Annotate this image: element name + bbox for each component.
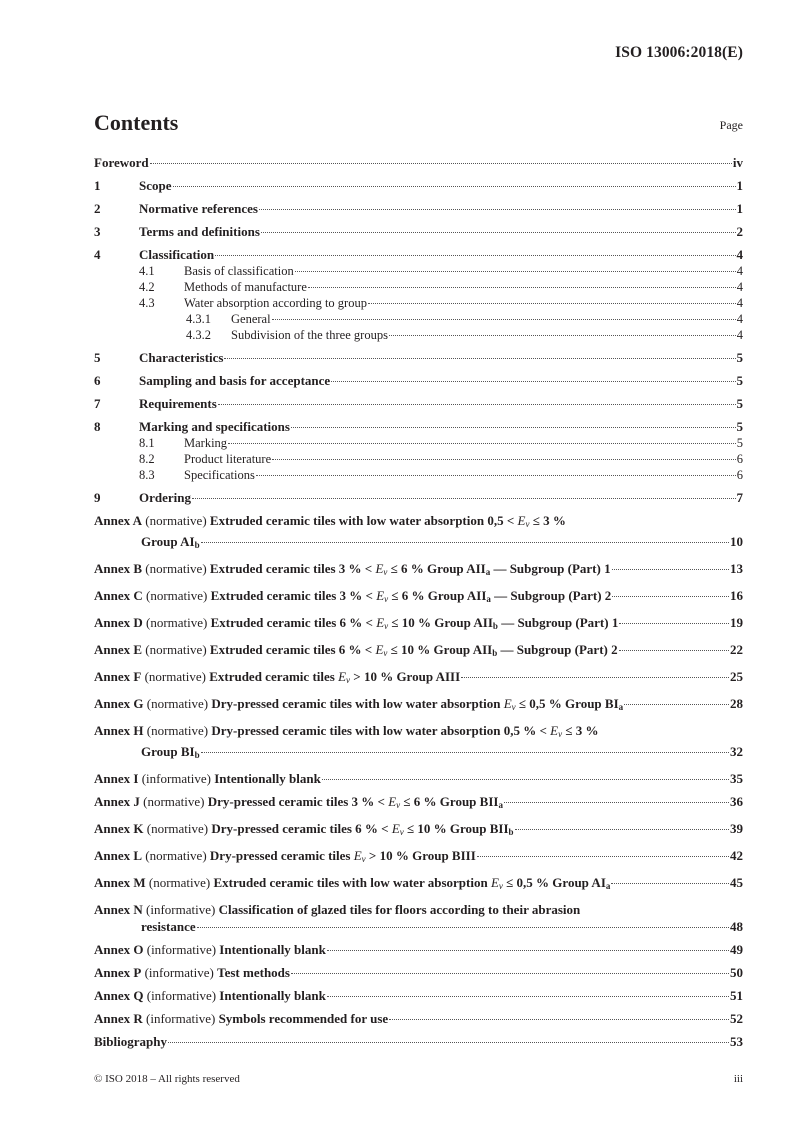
dot-leader	[389, 1019, 729, 1020]
annex-label[interactable]: Annex C	[94, 588, 143, 603]
ev-symbol: E	[490, 875, 499, 890]
annex-title[interactable]: Extruded ceramic tiles 3 % <	[210, 588, 377, 603]
annex-label[interactable]: Annex G	[94, 696, 144, 711]
toc-entry[interactable]	[94, 200, 743, 217]
annex-type: (normative)	[145, 848, 207, 863]
annex-label[interactable]: Annex H	[94, 723, 144, 738]
annex-text	[94, 964, 290, 981]
annex-label[interactable]: Annex D	[94, 615, 143, 630]
section-number: 5	[94, 350, 101, 365]
page-number[interactable]: 19	[730, 615, 743, 630]
page-number[interactable]: 32	[730, 744, 743, 759]
dot-leader	[619, 623, 729, 624]
annex-text	[94, 770, 321, 787]
page-number[interactable]: 6	[736, 468, 743, 482]
annex-text	[94, 820, 514, 841]
dot-leader	[295, 271, 736, 272]
section-number: 4.3.2	[186, 328, 211, 342]
page-number[interactable]: 51	[730, 988, 743, 1003]
page-number[interactable]: 25	[730, 669, 743, 684]
group-subscript: b	[194, 540, 200, 550]
dot-leader	[331, 381, 735, 382]
section-title[interactable]: Methods of manufacture	[184, 280, 307, 294]
page-number[interactable]: 48	[730, 919, 743, 934]
toc-entry[interactable]	[94, 349, 743, 366]
page-number[interactable]: 4	[736, 247, 743, 262]
section-number: 1	[94, 178, 101, 193]
annex-title-cont[interactable]: ≤ 0,5 % Group BI	[515, 696, 619, 711]
annex-title[interactable]: Test methods	[217, 965, 290, 980]
group-subscript: a	[485, 567, 491, 577]
dot-leader	[308, 287, 736, 288]
annex-title-cont[interactable]: ≤ 6 % Group AII	[388, 588, 487, 603]
annex-line-1	[94, 901, 743, 918]
page-number[interactable]: 22	[730, 642, 743, 657]
page-column-label: Page	[719, 118, 743, 132]
annex-type: (normative)	[146, 821, 209, 836]
section-title[interactable]: Characteristics	[139, 350, 224, 365]
annex-label[interactable]: Annex Q	[94, 988, 144, 1003]
annex-label[interactable]: Annex M	[94, 875, 146, 890]
dot-leader	[322, 779, 729, 780]
toc-annex-entry[interactable]	[94, 941, 743, 958]
section-title[interactable]: Normative references	[139, 201, 258, 216]
annex-type: (normative)	[146, 696, 209, 711]
bibliography-title[interactable]: Bibliography	[94, 1034, 167, 1049]
ev-symbol: E	[550, 723, 559, 738]
dot-leader	[192, 498, 736, 499]
toc-annex-entry[interactable]	[94, 901, 743, 935]
section-title[interactable]: Foreword	[94, 155, 149, 170]
annex-title-cont[interactable]: ≤ 0,5 % Group AI	[502, 875, 606, 890]
annex-label[interactable]: Annex R	[94, 1011, 143, 1026]
group-subscript: b	[492, 621, 498, 631]
toc-entry[interactable]	[94, 246, 743, 263]
annex-type: (normative)	[145, 561, 207, 576]
ev-symbol: E	[375, 642, 384, 657]
toc-entry[interactable]	[94, 263, 743, 279]
dot-leader	[228, 443, 736, 444]
annex-group[interactable]	[141, 918, 196, 935]
page-number[interactable]: 13	[730, 561, 743, 576]
page-number[interactable]: 5	[736, 396, 743, 411]
ev-subscript: v	[346, 675, 351, 685]
annex-type: (normative)	[143, 794, 205, 809]
ev-symbol: E	[388, 794, 397, 809]
annex-title[interactable]: Extruded ceramic tiles with low water absorption	[213, 875, 491, 890]
section-title[interactable]: Marking	[184, 436, 228, 450]
annex-title[interactable]: Dry-pressed ceramic tiles with low water absorption	[211, 696, 504, 711]
toc-entry[interactable]	[94, 418, 743, 435]
page-number[interactable]: 53	[730, 1034, 743, 1049]
annex-line-2	[94, 533, 743, 554]
annex-text	[94, 874, 610, 895]
group-subscript: a	[605, 881, 611, 891]
document-id: ISO 13006:2018(E)	[615, 44, 743, 61]
annex-subgroup[interactable]: — Subgroup (Part) 2	[490, 588, 612, 603]
annex-text	[94, 641, 618, 662]
annex-title[interactable]: Dry-pressed ceramic tiles 6 % <	[211, 821, 392, 836]
toc-entry[interactable]	[94, 372, 743, 389]
section-title[interactable]: Classification	[139, 247, 215, 262]
table-of-contents	[94, 154, 743, 1050]
toc-annex-entry[interactable]	[94, 820, 743, 841]
page-number[interactable]: 45	[730, 875, 743, 890]
annex-type: (normative)	[146, 723, 209, 738]
annex-label[interactable]: Annex A	[94, 513, 143, 528]
dot-leader	[261, 232, 736, 233]
toc-annex-entry[interactable]	[94, 964, 743, 981]
annex-title[interactable]: Extruded ceramic tiles 6 % <	[210, 615, 377, 630]
annex-title[interactable]: Extruded ceramic tiles with low water absorption 0,5 <	[209, 513, 518, 528]
toc-annex-entry[interactable]	[94, 722, 743, 764]
annex-line-1	[94, 722, 743, 743]
toc-annex-entry[interactable]	[94, 793, 743, 814]
ev-subscript: v	[383, 567, 388, 577]
toc-entry[interactable]	[94, 327, 743, 343]
annex-title-cont[interactable]: > 10 % Group AIII	[350, 669, 461, 684]
page-number[interactable]: 4	[736, 280, 743, 294]
group-subscript: b	[492, 648, 498, 658]
annex-type: (normative)	[144, 669, 206, 684]
annex-title[interactable]: Dry-pressed ceramic tiles with low water absorption 0,5 % <	[211, 723, 551, 738]
dot-leader	[201, 752, 729, 753]
page-number[interactable]: 1	[736, 201, 743, 216]
annex-title[interactable]: Extruded ceramic tiles 3 % <	[209, 561, 376, 576]
toc-annex-entry[interactable]	[94, 1010, 743, 1027]
ev-subscript: v	[498, 881, 503, 891]
section-title[interactable]: Requirements	[139, 396, 217, 411]
footer-page-number: iii	[733, 1073, 743, 1085]
toc-annex-entry[interactable]	[94, 587, 743, 608]
dot-leader	[619, 650, 729, 651]
toc-annex-entry[interactable]	[94, 874, 743, 895]
ev-subscript: v	[558, 729, 563, 739]
toc-annex-entry[interactable]	[94, 668, 743, 689]
toc-annex-entry[interactable]	[94, 512, 743, 554]
section-number: 6	[94, 373, 101, 388]
page-number[interactable]: 39	[730, 821, 743, 836]
annex-title[interactable]: Intentionally blank	[214, 771, 321, 786]
ev-subscript: v	[396, 800, 401, 810]
page-number[interactable]: 42	[730, 848, 743, 863]
annex-title[interactable]: Intentionally blank	[219, 988, 326, 1003]
toc-entry[interactable]	[94, 177, 743, 194]
dot-leader	[150, 163, 732, 164]
group-subscript: a	[486, 594, 491, 604]
section-title[interactable]: Basis of classification	[184, 264, 294, 278]
section-number: 2	[94, 201, 101, 216]
section-title[interactable]: Water absorption according to group	[184, 296, 367, 310]
annex-type: (normative)	[146, 588, 208, 603]
toc-annex-entry[interactable]	[94, 695, 743, 716]
annex-title-cont[interactable]: ≤ 10 % Group AII	[388, 615, 493, 630]
dot-leader	[259, 209, 736, 210]
annex-text	[94, 847, 476, 868]
ev-symbol: E	[376, 615, 385, 630]
page-number[interactable]: 35	[730, 771, 743, 786]
footer-copyright: © ISO 2018 – All rights reserved	[94, 1073, 240, 1085]
dot-leader	[173, 186, 736, 187]
annex-title-cont[interactable]: ≤ 10 % Group BII	[403, 821, 509, 836]
toc-entry[interactable]	[94, 435, 743, 451]
annex-label[interactable]: Annex E	[94, 642, 143, 657]
ev-symbol: E	[353, 848, 362, 863]
annex-text	[94, 695, 623, 716]
dot-leader	[291, 973, 729, 974]
dot-leader	[515, 829, 729, 830]
annex-title[interactable]: Extruded ceramic tiles	[209, 669, 339, 684]
group-subscript: b	[508, 827, 514, 837]
page-number[interactable]: 5	[736, 373, 743, 388]
dot-leader	[197, 927, 729, 928]
group-subscript: a	[498, 800, 503, 810]
annex-text	[94, 793, 503, 814]
annex-title-cont[interactable]: ≤ 6 % Group AII	[387, 561, 486, 576]
dot-leader	[461, 677, 729, 678]
annex-group[interactable]	[141, 743, 200, 764]
annex-title[interactable]: Symbols recommended for use	[218, 1011, 389, 1026]
dot-leader	[168, 1042, 729, 1043]
ev-symbol: E	[338, 669, 347, 684]
toc-entry[interactable]	[94, 467, 743, 483]
dot-leader	[612, 569, 729, 570]
annex-text	[94, 560, 611, 581]
annex-text	[94, 614, 618, 635]
page-number[interactable]: 5	[736, 350, 743, 365]
page-number[interactable]: 50	[730, 965, 743, 980]
page-number[interactable]: 2	[736, 224, 743, 239]
section-number: 8.3	[139, 468, 155, 482]
annex-text	[94, 987, 326, 1004]
toc-annex-entry[interactable]	[94, 641, 743, 662]
annex-type: (informative)	[144, 965, 214, 980]
dot-leader	[215, 255, 735, 256]
annex-group-text: resistance	[141, 919, 196, 934]
page-number[interactable]: 4	[736, 264, 743, 278]
page-number[interactable]: iv	[732, 155, 743, 170]
annex-title[interactable]: Classification of glazed tiles for floors according to their abrasion	[218, 902, 581, 917]
page-number[interactable]: 5	[736, 436, 743, 450]
dot-leader	[327, 950, 729, 951]
dot-leader	[272, 459, 736, 460]
dot-leader	[389, 335, 736, 336]
dot-leader	[256, 475, 736, 476]
page-number[interactable]: 6	[736, 452, 743, 466]
annex-type: (normative)	[145, 642, 207, 657]
section-number: 4.3.1	[186, 312, 211, 326]
section-number: 4.1	[139, 264, 155, 278]
dot-leader	[368, 303, 736, 304]
dot-leader	[612, 596, 729, 597]
annex-title[interactable]: Dry-pressed ceramic tiles	[209, 848, 354, 863]
ev-subscript: v	[361, 854, 366, 864]
annex-subgroup[interactable]: — Subgroup (Part) 1	[497, 615, 619, 630]
toc-annex-entry[interactable]	[94, 987, 743, 1004]
annex-label[interactable]: Annex K	[94, 821, 144, 836]
toc-entry[interactable]	[94, 295, 743, 311]
annex-line-2	[94, 918, 743, 935]
dot-leader	[201, 542, 729, 543]
section-title[interactable]: Product literature	[184, 452, 272, 466]
toc-entry[interactable]	[94, 279, 743, 295]
section-number: 7	[94, 396, 101, 411]
annex-text	[94, 668, 460, 689]
annex-subgroup[interactable]: — Subgroup (Part) 1	[490, 561, 611, 576]
annex-label[interactable]: Annex N	[94, 902, 143, 917]
section-number: 4.3	[139, 296, 155, 310]
annex-subgroup[interactable]: — Subgroup (Part) 2	[497, 642, 618, 657]
section-title[interactable]: Specifications	[184, 468, 255, 482]
annex-label[interactable]: Annex I	[94, 771, 139, 786]
annex-type: (informative)	[146, 942, 217, 957]
annex-label[interactable]: Annex F	[94, 669, 142, 684]
dot-leader	[218, 404, 736, 405]
ev-symbol: E	[375, 561, 384, 576]
annex-title[interactable]: Dry-pressed ceramic tiles 3 % <	[207, 794, 389, 809]
annex-text	[94, 587, 611, 608]
annex-title[interactable]: Extruded ceramic tiles 6 % <	[209, 642, 376, 657]
section-number: 8	[94, 419, 101, 434]
page-number[interactable]: 28	[730, 696, 743, 711]
dot-leader	[272, 319, 736, 320]
group-subscript: b	[194, 750, 200, 760]
toc-entry[interactable]	[94, 395, 743, 412]
annex-title-cont[interactable]: ≤ 3 %	[529, 513, 566, 528]
annex-label[interactable]: Annex B	[94, 561, 143, 576]
section-title[interactable]: Scope	[139, 178, 172, 193]
annex-title-cont[interactable]: ≤ 6 % Group BII	[400, 794, 499, 809]
dot-leader	[611, 883, 729, 884]
annex-line-2	[94, 743, 743, 764]
annex-text	[94, 941, 326, 958]
ev-symbol: E	[503, 696, 512, 711]
annex-text	[94, 1010, 388, 1027]
page-number[interactable]: 4	[736, 328, 743, 342]
page-number[interactable]: 16	[730, 588, 743, 603]
ev-symbol: E	[376, 588, 385, 603]
dot-leader	[477, 856, 729, 857]
dot-leader	[224, 358, 735, 359]
ev-subscript: v	[511, 702, 516, 712]
dot-leader	[504, 802, 729, 803]
annex-type: (normative)	[145, 513, 207, 528]
section-number: 8.1	[139, 436, 155, 450]
page-number[interactable]: 5	[736, 419, 743, 434]
annex-title-cont[interactable]: > 10 % Group BIII	[365, 848, 476, 863]
annex-title[interactable]: Intentionally blank	[219, 942, 326, 957]
toc-annex-entry[interactable]	[94, 560, 743, 581]
annex-type: (informative)	[146, 1011, 216, 1026]
annex-title-cont[interactable]: ≤ 3 %	[562, 723, 599, 738]
annex-label[interactable]: Annex O	[94, 942, 144, 957]
page-number[interactable]: 36	[730, 794, 743, 809]
ev-symbol: E	[391, 821, 400, 836]
section-number: 4.2	[139, 280, 155, 294]
dot-leader	[291, 427, 736, 428]
section-number: 8.2	[139, 452, 155, 466]
section-number: 9	[94, 490, 101, 505]
ev-subscript: v	[384, 594, 389, 604]
annex-type: (informative)	[146, 988, 217, 1003]
annex-type: (normative)	[146, 615, 208, 630]
section-title[interactable]: Sampling and basis for acceptance	[139, 373, 331, 388]
annex-group-text: Group BI	[141, 744, 195, 759]
ev-subscript: v	[383, 648, 388, 658]
ev-subscript: v	[525, 519, 530, 529]
toc-annex-entry[interactable]	[94, 770, 743, 787]
page-number[interactable]: 1	[736, 178, 743, 193]
ev-subscript: v	[384, 621, 389, 631]
toc-entry[interactable]	[94, 311, 743, 327]
section-title[interactable]: Terms and definitions	[139, 224, 260, 239]
annex-title-cont[interactable]: ≤ 10 % Group AII	[387, 642, 493, 657]
section-title[interactable]: Marking and specifications	[139, 419, 290, 434]
section-number: 4	[94, 247, 101, 262]
page-number[interactable]: 10	[730, 534, 743, 549]
dot-leader	[624, 704, 729, 705]
toc-entry[interactable]	[94, 489, 743, 506]
annex-group-text: Group AI	[141, 534, 195, 549]
page-title: Contents	[94, 110, 179, 135]
page-number[interactable]: 4	[736, 296, 743, 310]
annex-type: (normative)	[148, 875, 211, 890]
annex-group[interactable]	[141, 533, 200, 554]
toc-entry[interactable]	[94, 223, 743, 240]
page-number[interactable]: 49	[730, 942, 743, 957]
annex-label[interactable]: Annex P	[94, 965, 142, 980]
group-subscript: a	[618, 702, 624, 712]
section-number: 3	[94, 224, 101, 239]
annex-type: (informative)	[146, 902, 216, 917]
page-number[interactable]: 7	[736, 490, 743, 505]
section-title[interactable]: Ordering	[139, 490, 191, 505]
annex-type: (informative)	[141, 771, 211, 786]
ev-subscript: v	[399, 827, 404, 837]
toc-entry[interactable]	[94, 451, 743, 467]
toc-entry[interactable]	[94, 154, 743, 171]
ev-symbol: E	[517, 513, 526, 528]
dot-leader	[327, 996, 729, 997]
toc-bibliography[interactable]	[94, 1033, 743, 1050]
section-title[interactable]: General	[231, 312, 271, 326]
toc-annex-entry[interactable]	[94, 847, 743, 868]
annex-label[interactable]: Annex L	[94, 848, 143, 863]
toc-annex-entry[interactable]	[94, 614, 743, 635]
annex-label[interactable]: Annex J	[94, 794, 140, 809]
section-title[interactable]: Subdivision of the three groups	[231, 328, 388, 342]
page-number[interactable]: 52	[730, 1011, 743, 1026]
annex-line-1	[94, 512, 743, 533]
page-number[interactable]: 4	[736, 312, 743, 326]
